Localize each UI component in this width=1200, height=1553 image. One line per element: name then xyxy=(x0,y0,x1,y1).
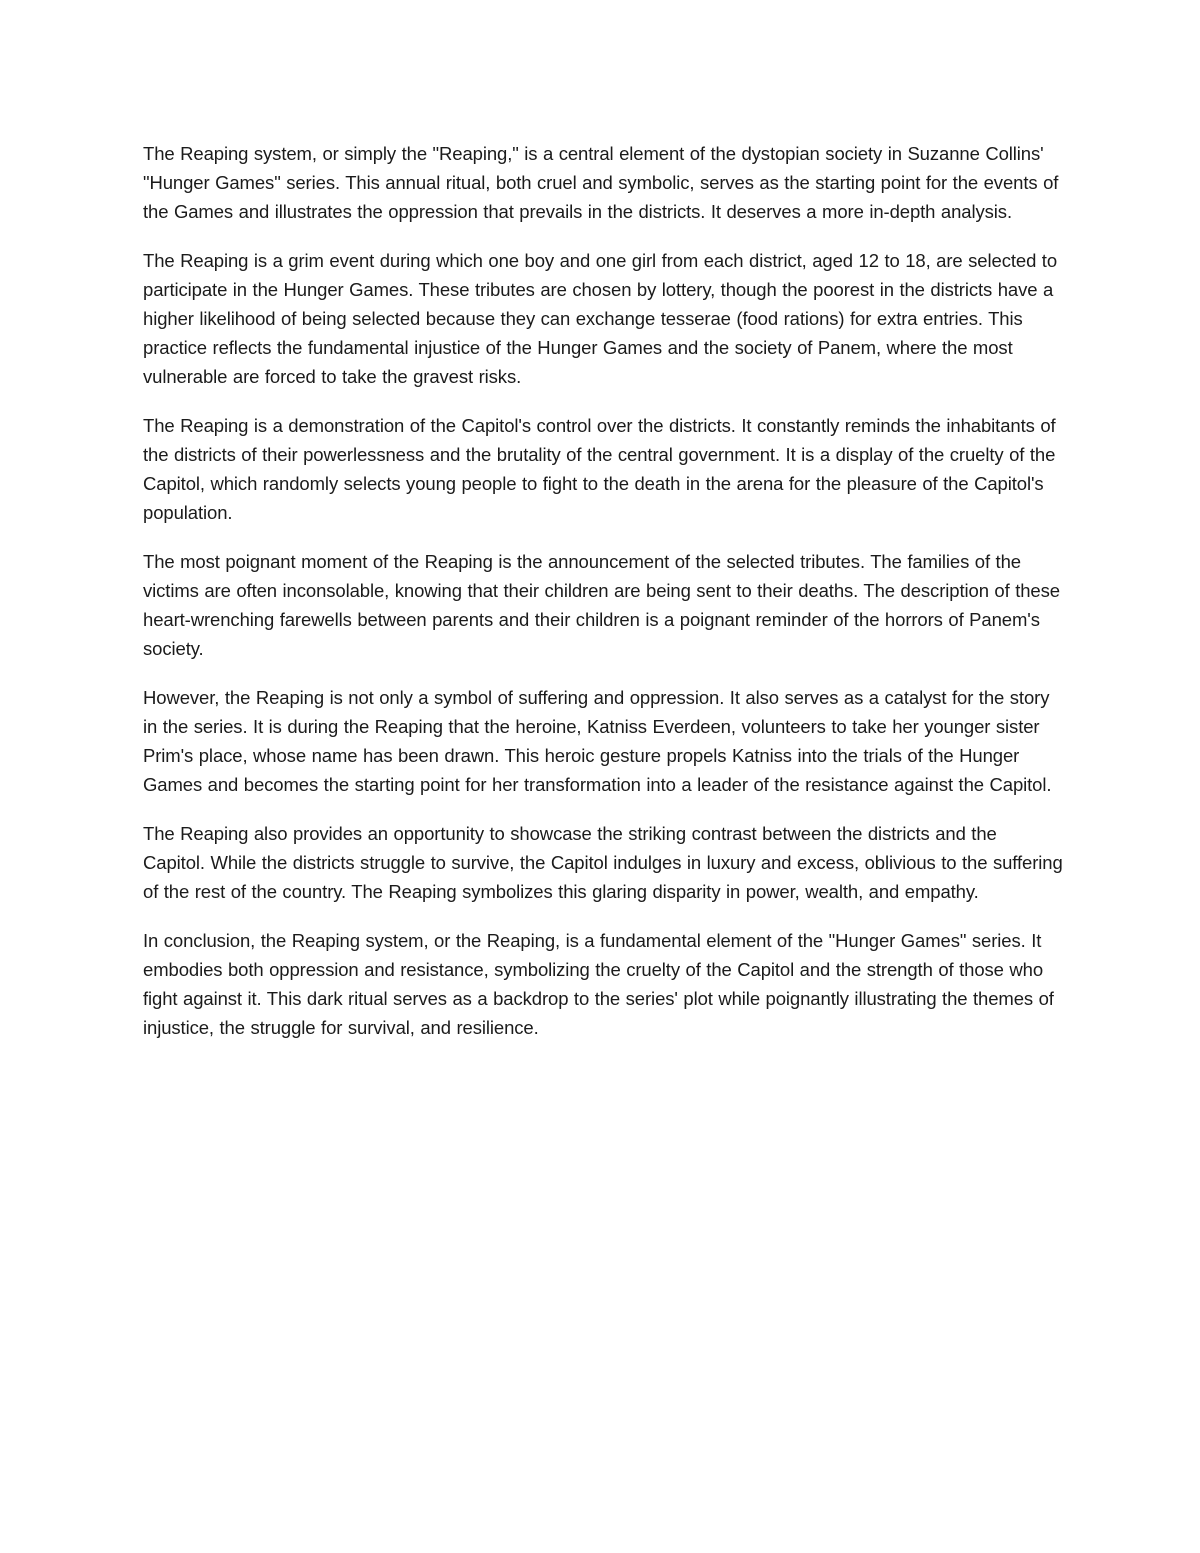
paragraph-catalyst: However, the Reaping is not only a symbol of suffering and oppression. It also serves as a catalyst for the story in the series. It is during the Reaping that the heroine, Katniss Everdeen, volunteers to take her younger sister Prim's place, whose name has been drawn. This heroic gesture propels Katniss into the trials of the Hunger Games and becomes the starting point for her transformation into a leader of the resistance against the Capitol. xyxy=(143,687,1052,795)
paragraph-contrast: The Reaping also provides an opportunity to showcase the striking contrast between the districts and the Capitol. While the districts struggle to survive, the Capitol indulges in luxury and excess, oblivious to the suffering of the rest of the country. The Reaping symbolizes this glaring disparity in power, wealth, and empathy. xyxy=(143,823,1063,902)
document-content xyxy=(143,139,1063,1062)
paragraph-intro: The Reaping system, or simply the "Reaping," is a central element of the dystopian society in Suzanne Collins' "Hunger Games" series. This annual ritual, both cruel and symbolic, serves as the starting point for the events of the Games and illustrates the oppression that prevails in the districts. It deserves a more in-depth analysis. xyxy=(143,143,1059,222)
paragraph-capitol-control: The Reaping is a demonstration of the Capitol's control over the districts. It constantly reminds the inhabitants of the districts of their powerlessness and the brutality of the central government. It is a display of the cruelty of the Capitol, which randomly selects young people to fight to the death in the arena for the pleasure of the Capitol's population. xyxy=(143,415,1056,523)
paragraph-grim-event: The Reaping is a grim event during which one boy and one girl from each district, aged 12 to 18, are selected to participate in the Hunger Games. These tributes are chosen by lottery, though the poorest in the districts have a higher likelihood of being selected because they can exchange tesserae (food rations) for extra entries. This practice reflects the fundamental injustice of the Hunger Games and the society of Panem, where the most vulnerable are forced to take the gravest risks. xyxy=(143,250,1058,387)
paragraph-conclusion: In conclusion, the Reaping system, or the Reaping, is a fundamental element of the "Hunger Games" series. It embodies both oppression and resistance, symbolizing the cruelty of the Capitol and the strength of those who fight against it. This dark ritual serves as a backdrop to the series' plot while poignantly illustrating the themes of injustice, the struggle for survival, and resilience. xyxy=(143,930,1054,1038)
paragraph-poignant-moment: The most poignant moment of the Reaping is the announcement of the selected tributes. The families of the victims are often inconsolable, knowing that their children are being sent to their deaths. The description of these heart-wrenching farewells between parents and their children is a poignant reminder of the horrors of Panem's society. xyxy=(143,551,1060,659)
